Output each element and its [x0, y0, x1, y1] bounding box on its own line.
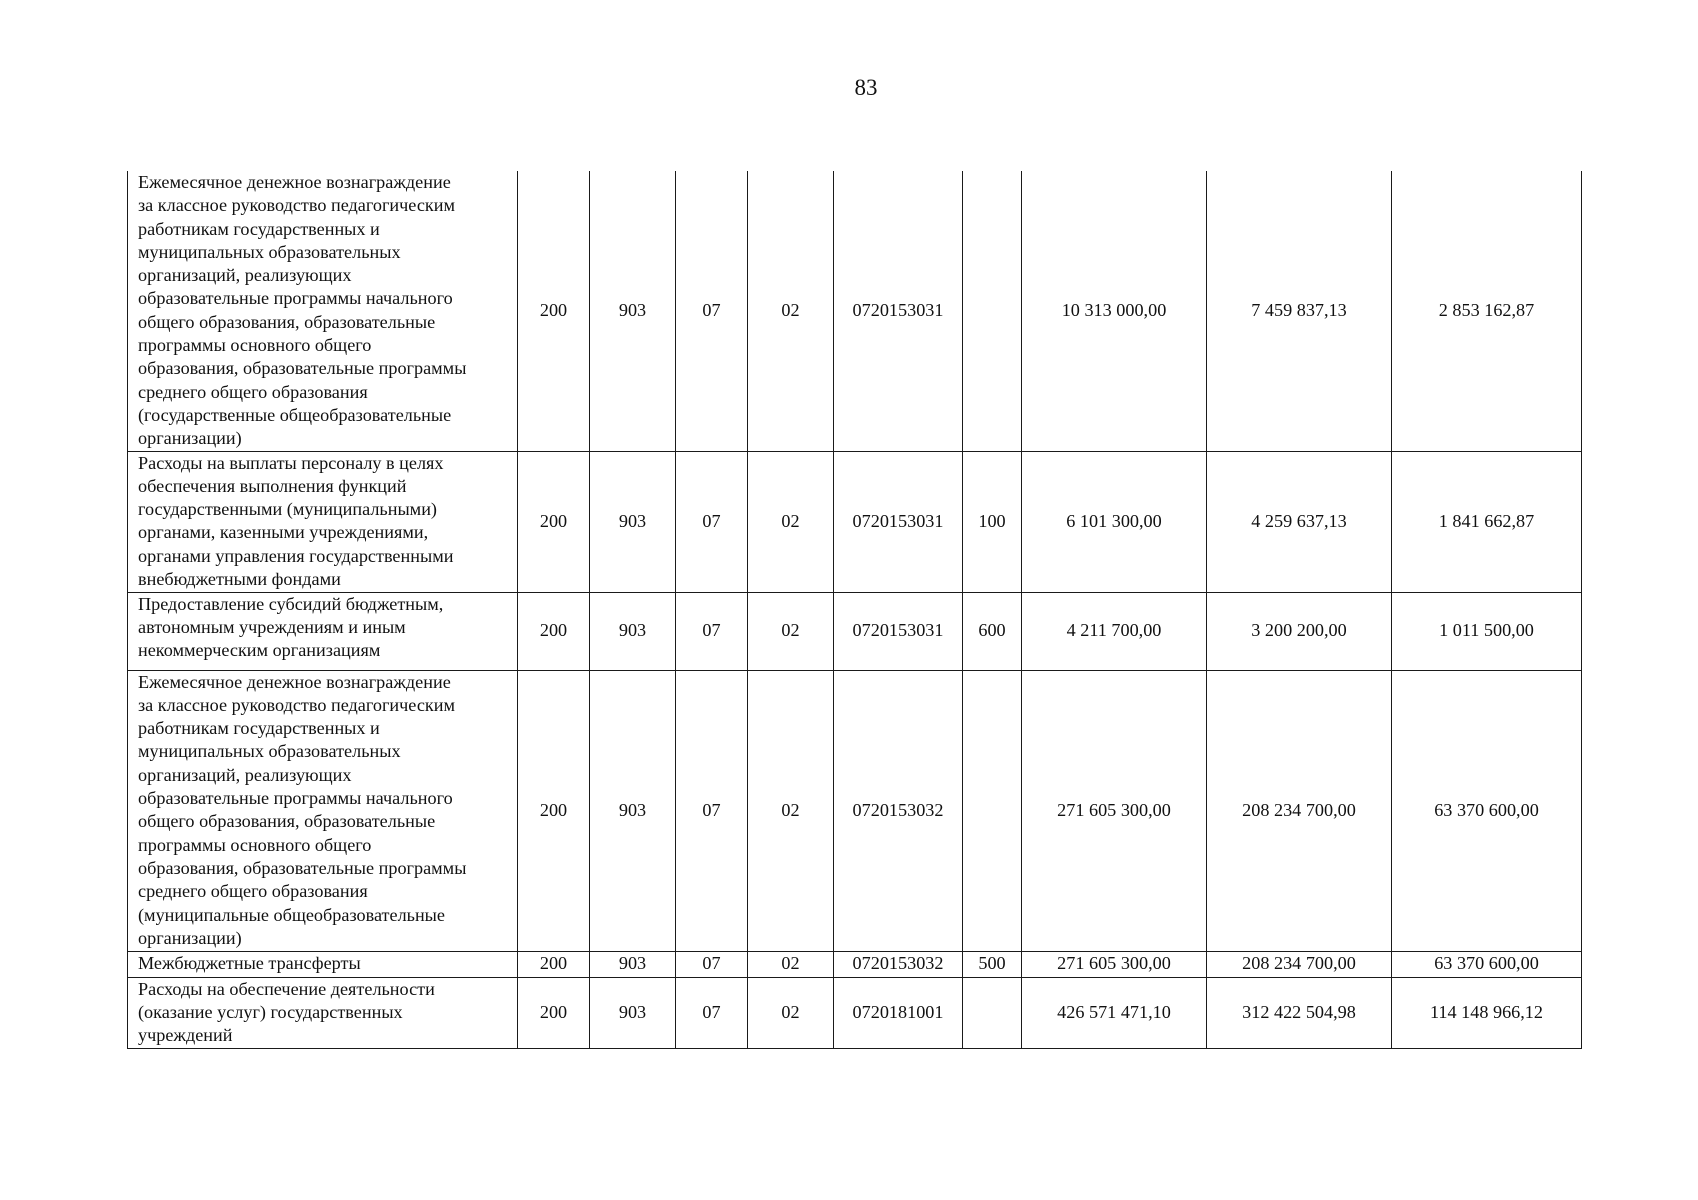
table-row	[128, 171, 1582, 451]
page-number: 83	[854, 75, 878, 100]
target-article-cell: 0720153032	[834, 670, 963, 951]
subsection-cell: 02	[748, 451, 834, 592]
description-line: автономным учреждениям и иным	[138, 616, 406, 637]
expense-type-cell: 600	[963, 592, 1022, 670]
table-row	[128, 592, 1582, 670]
code-cell: 200	[518, 951, 590, 977]
approved-amount-cell: 426 571 471,10	[1022, 977, 1207, 1048]
description-line: внебюджетными фондами	[138, 569, 341, 590]
expense-type-cell	[963, 670, 1022, 951]
table-row	[128, 951, 1582, 977]
ministry-cell: 903	[590, 670, 676, 951]
code-cell: 200	[518, 977, 590, 1048]
description-line: работникам государственных и	[138, 718, 380, 739]
description-line: программы основного общего	[138, 834, 372, 855]
remaining-amount-cell: 114 148 966,12	[1392, 977, 1582, 1048]
ministry-cell: 903	[590, 977, 676, 1048]
target-article-cell: 0720153031	[834, 592, 963, 670]
description-line: Расходы на выплаты персоналу в целях	[138, 452, 444, 473]
section-cell: 07	[676, 670, 748, 951]
description-line: Ежемесячное денежное вознаграждение	[138, 172, 451, 192]
target-article-cell: 0720153031	[834, 171, 963, 451]
remaining-amount-cell: 1 011 500,00	[1392, 592, 1582, 670]
description-line: органами управления государственными	[138, 545, 454, 566]
description-line: за классное руководство педагогическим	[138, 195, 455, 216]
description-cell	[128, 670, 518, 951]
table-row	[128, 977, 1582, 1048]
description-line: государственными (муниципальными)	[138, 499, 437, 520]
approved-amount-cell: 271 605 300,00	[1022, 670, 1207, 951]
description-line: организации)	[138, 927, 242, 948]
section-cell: 07	[676, 977, 748, 1048]
budget-table	[127, 171, 1582, 1049]
description-line: организации)	[138, 428, 242, 449]
executed-amount-cell: 208 234 700,00	[1207, 951, 1392, 977]
description-cell	[128, 171, 518, 451]
description-line: органами, казенными учреждениями,	[138, 522, 429, 543]
expense-type-cell: 500	[963, 951, 1022, 977]
target-article-cell: 0720153031	[834, 451, 963, 592]
remaining-amount-cell: 63 370 600,00	[1392, 670, 1582, 951]
description-line: среднего общего образования	[138, 381, 368, 402]
description-line: организаций, реализующих	[138, 764, 352, 785]
ministry-cell: 903	[590, 451, 676, 592]
ministry-cell: 903	[590, 171, 676, 451]
description-line: Ежемесячное денежное вознаграждение	[138, 671, 451, 692]
ministry-cell: 903	[590, 951, 676, 977]
description-line: образовательные программы начального	[138, 288, 453, 309]
section-cell: 07	[676, 951, 748, 977]
expense-type-cell	[963, 977, 1022, 1048]
executed-amount-cell: 3 200 200,00	[1207, 592, 1392, 670]
approved-amount-cell: 271 605 300,00	[1022, 951, 1207, 977]
description-line: общего образования, образовательные	[138, 811, 436, 832]
description-line: работникам государственных и	[138, 218, 380, 239]
ministry-cell: 903	[590, 592, 676, 670]
subsection-cell: 02	[748, 171, 834, 451]
description-cell	[128, 977, 518, 1048]
executed-amount-cell: 312 422 504,98	[1207, 977, 1392, 1048]
code-cell: 200	[518, 592, 590, 670]
description-line: среднего общего образования	[138, 881, 368, 902]
description-line: образовательные программы начального	[138, 788, 453, 809]
table-body	[128, 171, 1582, 1048]
description-line: Расходы на обеспечение деятельности	[138, 978, 435, 999]
description-cell	[128, 951, 518, 977]
subsection-cell: 02	[748, 592, 834, 670]
section-cell: 07	[676, 592, 748, 670]
remaining-amount-cell: 63 370 600,00	[1392, 951, 1582, 977]
section-cell: 07	[676, 451, 748, 592]
expense-type-cell	[963, 171, 1022, 451]
description-line: общего образования, образовательные	[138, 311, 436, 332]
description-line: муниципальных образовательных	[138, 241, 401, 262]
expense-type-cell: 100	[963, 451, 1022, 592]
table-row	[128, 670, 1582, 951]
description-line: (оказание услуг) государственных	[138, 1001, 403, 1022]
table-row	[128, 451, 1582, 592]
description-line: обеспечения выполнения функций	[138, 475, 407, 496]
description-line: некоммерческим организациям	[138, 640, 381, 661]
approved-amount-cell: 6 101 300,00	[1022, 451, 1207, 592]
executed-amount-cell: 208 234 700,00	[1207, 670, 1392, 951]
description-cell	[128, 592, 518, 670]
subsection-cell: 02	[748, 951, 834, 977]
subsection-cell: 02	[748, 977, 834, 1048]
approved-amount-cell: 10 313 000,00	[1022, 171, 1207, 451]
target-article-cell: 0720153032	[834, 951, 963, 977]
description-line: (муниципальные общеобразовательные	[138, 904, 445, 925]
target-article-cell: 0720181001	[834, 977, 963, 1048]
description-line: (государственные общеобразовательные	[138, 404, 452, 425]
executed-amount-cell: 7 459 837,13	[1207, 171, 1392, 451]
approved-amount-cell: 4 211 700,00	[1022, 592, 1207, 670]
description-line: за классное руководство педагогическим	[138, 694, 455, 715]
code-cell: 200	[518, 171, 590, 451]
description-line: Межбюджетные трансферты	[138, 952, 361, 973]
description-line: образования, образовательные программы	[138, 857, 467, 878]
section-cell: 07	[676, 171, 748, 451]
subsection-cell: 02	[748, 670, 834, 951]
executed-amount-cell: 4 259 637,13	[1207, 451, 1392, 592]
description-line: образования, образовательные программы	[138, 358, 467, 379]
description-line: муниципальных образовательных	[138, 741, 401, 762]
description-line: Предоставление субсидий бюджетным,	[138, 593, 444, 614]
description-line: организаций, реализующих	[138, 265, 352, 286]
remaining-amount-cell: 1 841 662,87	[1392, 451, 1582, 592]
description-line: учреждений	[138, 1025, 233, 1046]
description-line: программы основного общего	[138, 335, 372, 356]
remaining-amount-cell: 2 853 162,87	[1392, 171, 1582, 451]
description-cell	[128, 451, 518, 592]
code-cell: 200	[518, 451, 590, 592]
code-cell: 200	[518, 670, 590, 951]
